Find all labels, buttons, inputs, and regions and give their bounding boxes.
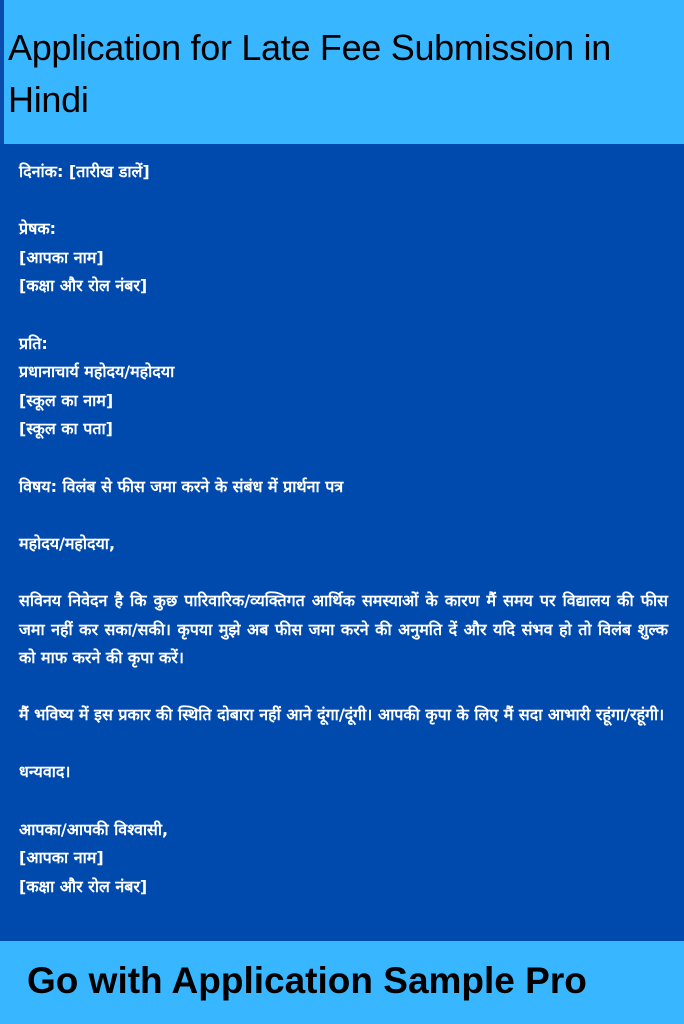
blank-line (19, 301, 668, 330)
closing-name: [आपका नाम] (19, 848, 104, 868)
closing-label: आपका/आपकी विश्वासी, (19, 819, 169, 839)
sender-label: प्रेषक: (19, 219, 57, 239)
salutation: महोदय/महोदया, (19, 533, 116, 553)
blank-line (19, 501, 668, 530)
blank-line (19, 730, 668, 759)
subject-line: विषय: विलंब से फीस जमा करने के संबंध में प्रार्थना पत्र (19, 476, 344, 496)
recipient-label: प्रति: (19, 333, 48, 353)
thanks-line: धन्यवाद। (19, 762, 71, 782)
closing-class-roll: [कक्षा और रोल नंबर] (19, 876, 148, 896)
header-banner (0, 0, 684, 144)
sender-name: [आपका नाम] (19, 247, 104, 267)
blank-line (19, 444, 668, 473)
page-title: Application for Late Fee Submission in Hindi (8, 27, 611, 120)
blank-line (19, 787, 668, 816)
footer-banner (0, 941, 684, 1024)
letter-panel (0, 144, 684, 941)
date-line: दिनांक: [तारीख डालें] (19, 162, 150, 181)
recipient-designation: प्रधानाचार्य महोदय/महोदया (19, 362, 175, 382)
school-address: [स्कूल का पता] (19, 419, 113, 439)
blank-line (19, 187, 668, 216)
blank-line (19, 673, 668, 702)
body-paragraph-1: सविनय निवेदन है कि कुछ पारिवारिक/व्यक्तिगत आर्थिक समस्याओं के कारण मैं समय पर विद्यालय की फीस जमा नहीं कर सका/सकी। कृपया मुझे अब फीस जमा करने की अनुमति दें और यदि संभव हो तो विलंब शुल्क को माफ करने की कृपा करें। (19, 590, 668, 668)
footer-tagline: Go with Application Sample Pro (27, 960, 587, 1001)
sender-class-roll: [कक्षा और रोल नंबर] (19, 276, 148, 296)
body-paragraph-2: मैं भविष्य में इस प्रकार की स्थिति दोबारा नहीं आने दूंगा/दूंगी। आपकी कृपा के लिए मैं सदा आभारी रहूंगा/रहूंगी। (19, 705, 665, 725)
blank-line (19, 558, 668, 587)
school-name: [स्कूल का नाम] (19, 390, 114, 410)
application-letter (19, 158, 668, 901)
